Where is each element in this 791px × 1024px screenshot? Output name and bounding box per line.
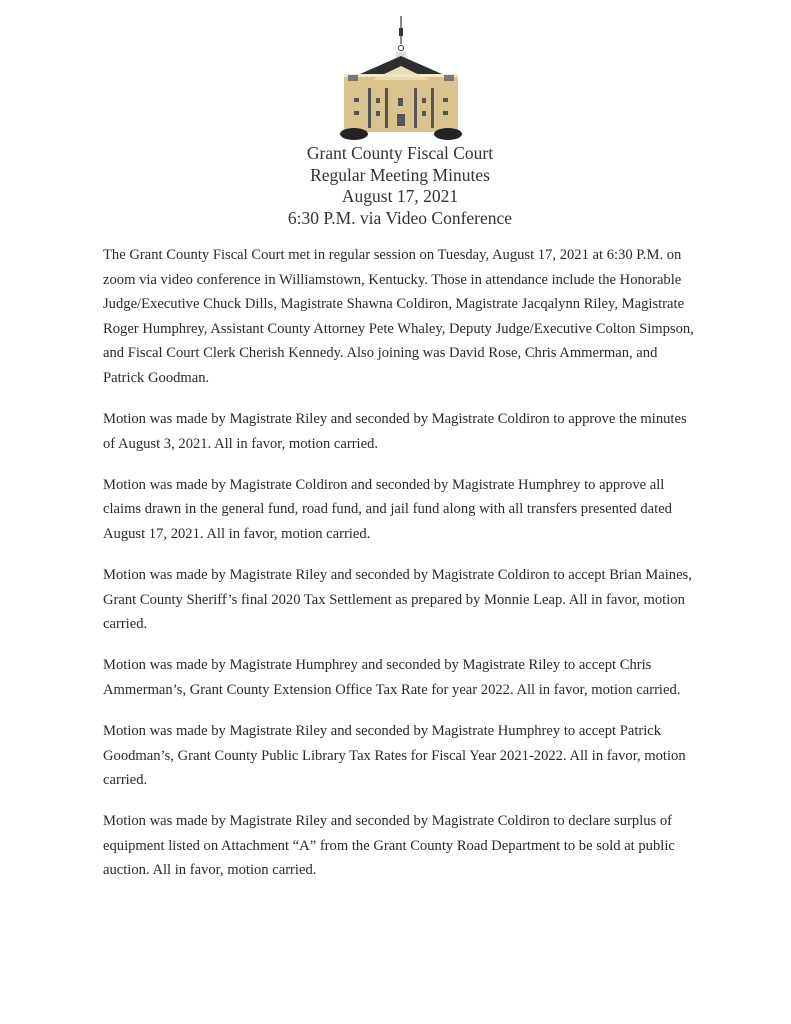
motion-paragraph: Motion was made by Magistrate Humphrey and seconded by Magistrate Riley to accept Chris Ammerman’s, Grant County Extension Office Tax Rate for year 2022. All in favor, motion carried.	[103, 657, 681, 698]
attendance-paragraph: The Grant County Fiscal Court met in regular session on Tuesday, August 17, 2021 at 6:30 P.M. on zoom via video conference in Williamstown, Kentucky. Those in attendance include the Honorable Judge/Executive Chuck Dills, Magistrate Shawna Coldiron, Magistrate Jacqalynn Riley, Magistrate Roger Humphrey, Assistant County Attorney Pete Whaley, Deputy Judge/Executive Colton Simpson, and Fiscal Court Clerk Cherish Kennedy. Also joining was David Rose, Chris Ammerman, and Patrick Goodman.	[103, 247, 694, 386]
meeting-date: August 17, 2021	[341, 186, 459, 206]
document-header	[0, 143, 791, 229]
motion-paragraph: Motion was made by Magistrate Riley and seconded by Magistrate Coldiron to accept Brian Maines, Grant County Sheriff’s final 2020 Tax Settlement as prepared by Monnie Leap. All in favor, motion carried.	[103, 567, 692, 633]
meeting-time: 6:30 P.M. via Video Conference	[287, 207, 513, 228]
meeting-type: Regular Meeting Minutes	[310, 164, 490, 185]
motion-paragraph: Motion was made by Magistrate Riley and seconded by Magistrate Humphrey to accept Patrick Goodman’s, Grant County Public Library Tax Rates for Fiscal Year 2021-2022. All in favor, motion carried.	[103, 723, 686, 789]
court-title: Grant County Fiscal Court	[306, 143, 494, 163]
motion-paragraph: Motion was made by Magistrate Riley and seconded by Magistrate Coldiron to approve the minutes of August 3, 2021. All in favor, motion carried.	[103, 411, 687, 452]
motion-paragraph: Motion was made by Magistrate Coldiron and seconded by Magistrate Humphrey to approve all claims drawn in the general fund, road fund, and jail fund along with all transfers presented dated August 17, 2021. All in favor, motion carried.	[103, 476, 672, 542]
courthouse-logo	[340, 14, 462, 140]
motion-paragraph: Motion was made by Magistrate Riley and seconded by Magistrate Coldiron to declare surplus of equipment listed on Attachment “A” from the Grant County Road Department to be sold at public auction. All in favor, motion carried.	[103, 813, 675, 879]
minutes-body	[103, 243, 698, 900]
